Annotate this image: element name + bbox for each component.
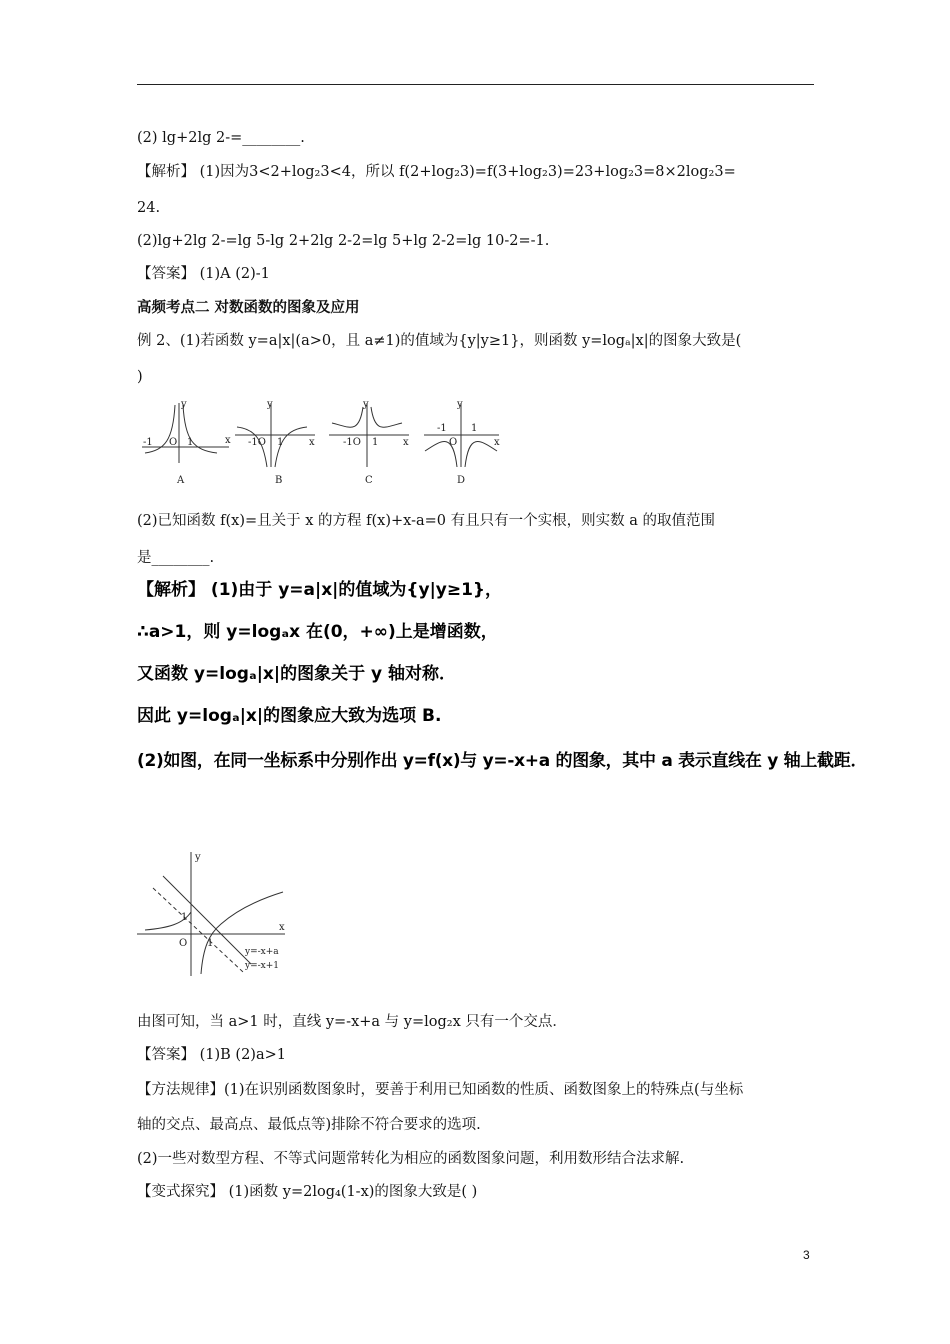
opt-c-neg1o: -1O — [343, 437, 361, 448]
graph-line2-label: y=-x+1 — [245, 961, 280, 971]
opt-d-neg1: -1 — [437, 423, 447, 434]
opt-c-one: 1 — [372, 437, 379, 448]
analysis-line-5: (2)如图，在同一坐标系中分别作出 y=f(x)与 y=-x+a 的图象，其中 a 表示直线在 y 轴上截距． — [137, 751, 868, 771]
label-a: A — [177, 475, 185, 486]
header-rule — [137, 84, 814, 85]
analysis-line-3: 又函数 y=logₐ|x|的图象关于 y 轴对称． — [137, 664, 456, 684]
graph-one-x-label: 1 — [207, 938, 214, 949]
opt-c-x: x — [403, 437, 409, 448]
example-2-line-1: 例 2、(1)若函数 y=a|x|(a>0，且 a≠1)的值域为{y|y≥1}，则函数 y=logₐ|x|的图象大致是( — [137, 333, 742, 349]
analysis-line-4: 因此 y=logₐ|x|的图象应大致为选项 B. — [137, 706, 442, 726]
option-graphs — [137, 395, 507, 490]
problem-2-line: (2) lg+2lg 2-=________. — [137, 130, 305, 146]
opt-b-x: x — [309, 437, 315, 448]
opt-a-neg1: -1 — [143, 437, 153, 448]
conclusion-line: 由图可知，当 a>1 时，直线 y=-x+a 与 y=log₂x 只有一个交点． — [137, 1014, 567, 1030]
opt-d-one: 1 — [471, 423, 478, 434]
solution-line-1: 【解析】 (1)因为3<2+log₂3<4，所以 f(2+log₂3)=f(3+log₂3)=23+log₂3=8×2log₂3= — [137, 164, 736, 180]
opt-a-x: x — [225, 435, 231, 446]
solution-line-3: (2)lg+2lg 2-=lg 5-lg 2+2lg 2-2=lg 5+lg 2-2=lg 10-2=-1. — [137, 233, 550, 249]
analysis-line-1: 【解析】 (1)由于 y=a|x|的值域为{y|y≥1}， — [137, 580, 503, 600]
solution-line-2: 24. — [137, 200, 161, 216]
opt-a-o: O — [169, 437, 178, 448]
problem-2b-line-1: (2)已知函数 f(x)=且关于 x 的方程 f(x)+x-a=0 有且只有一个实根，则实数 a 的取值范围 — [137, 513, 715, 529]
graph-one-label: 1 — [181, 912, 188, 923]
graph-y-label: y — [195, 852, 201, 863]
method-line-1: 【方法规律】(1)在识别函数图象时，要善于利用已知函数的性质、函数图象上的特殊点(与坐标 — [137, 1082, 744, 1098]
label-d: D — [457, 475, 466, 486]
graph-line1-label: y=-x+a — [245, 947, 279, 957]
answer-line: 【答案】 (1)A (2)-1 — [137, 266, 270, 282]
opt-d-y: y — [457, 399, 463, 410]
opt-b-y: y — [267, 399, 273, 410]
opt-a-y: y — [181, 399, 187, 410]
opt-c-y: y — [363, 399, 369, 410]
answer-line-2: 【答案】 (1)B (2)a>1 — [137, 1047, 286, 1063]
opt-d-o: O — [449, 437, 458, 448]
example-2-line-2: ) — [137, 369, 143, 385]
section-heading: 高频考点二 对数函数的图象及应用 — [137, 300, 360, 316]
page-number: 3 — [803, 1248, 810, 1262]
problem-2b-line-2: 是________. — [137, 550, 215, 566]
variant-line: 【变式探究】 (1)函数 y=2log₄(1-x)的图象大致是( ) — [137, 1184, 478, 1200]
method-line-3: (2)一些对数型方程、不等式问题常转化为相应的函数图象问题，利用数形结合法求解. — [137, 1151, 685, 1167]
opt-a-one: 1 — [187, 437, 194, 448]
label-b: B — [275, 475, 283, 486]
method-line-2: 轴的交点、最高点、最低点等)排除不符合要求的选项. — [137, 1117, 481, 1133]
opt-d-x: x — [494, 437, 500, 448]
opt-b-one: 1 — [277, 437, 284, 448]
label-c: C — [365, 475, 373, 486]
graph-x-label: x — [279, 922, 285, 933]
graph-origin-label: O — [179, 938, 188, 949]
graph-figure — [133, 848, 293, 978]
analysis-line-2: ∴a>1，则 y=logₐx 在(0，+∞)上是增函数， — [137, 622, 498, 642]
opt-b-neg1o: -1O — [248, 437, 266, 448]
